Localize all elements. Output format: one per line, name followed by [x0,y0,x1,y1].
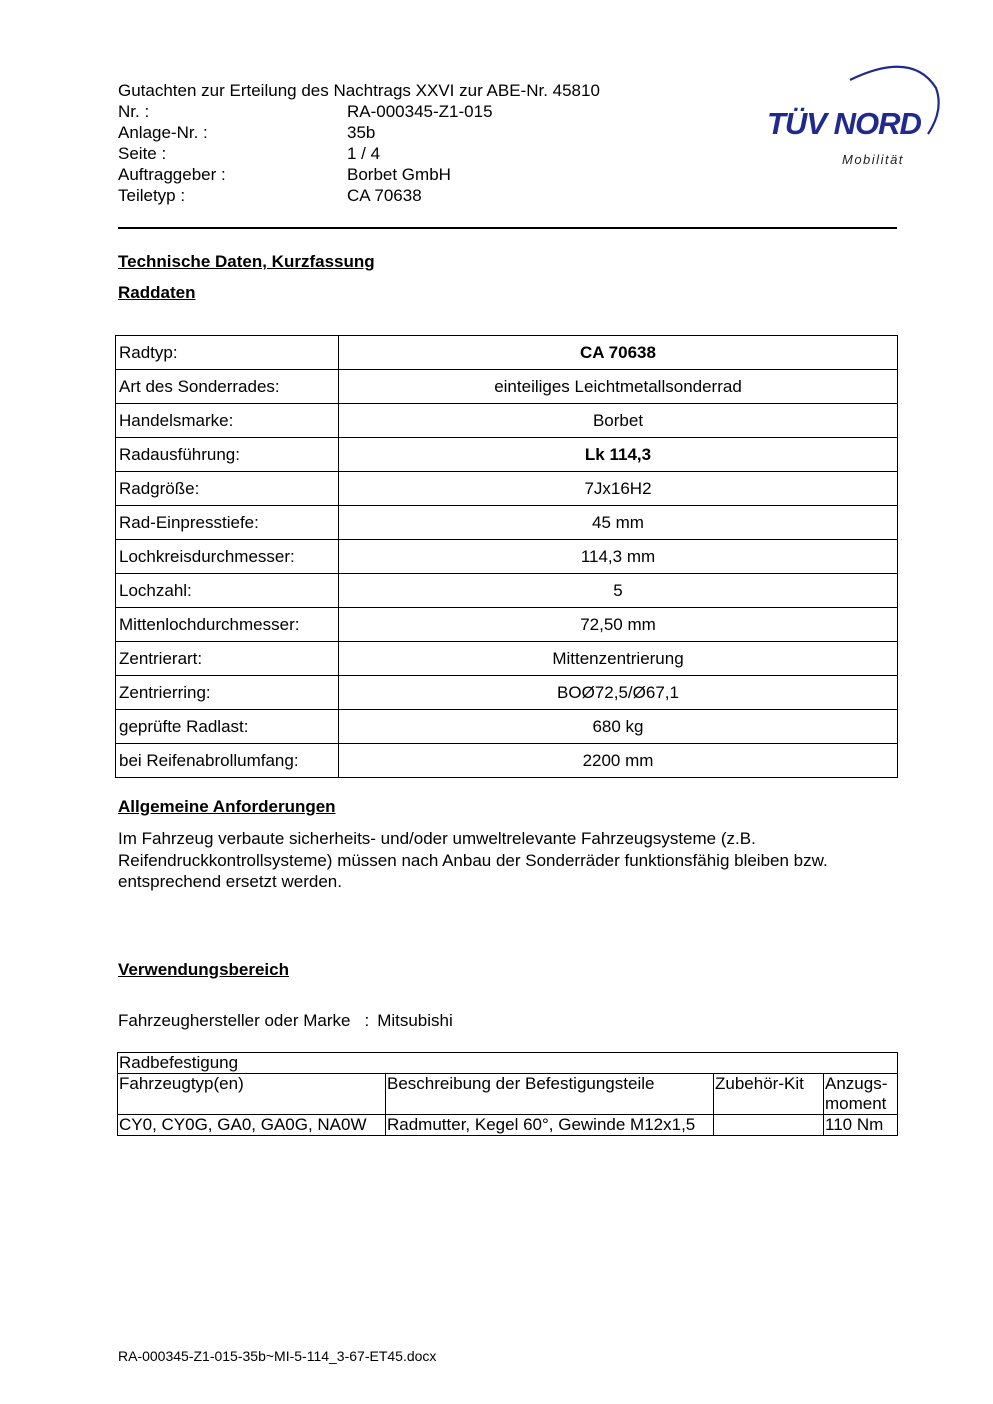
row-value: 72,50 mm [339,608,898,642]
row-value: CA 70638 [339,336,898,370]
table-row [116,676,898,710]
table-title-row [118,1053,898,1074]
column-header: Zubehör-Kit [714,1074,824,1115]
cell-fahrzeugtyp: CY0, CY0G, GA0, GA0G, NA0W [118,1115,386,1136]
header-label: Teiletyp : [118,186,186,205]
document-header [118,80,600,206]
header-row-anlage [118,122,600,143]
vehicle-make-line [118,1011,453,1031]
table-row [116,574,898,608]
row-label: geprüfte Radlast: [116,710,339,744]
section-heading-verwendung: Verwendungsbereich [118,960,289,979]
header-divider [118,227,897,229]
row-label: Mittenlochdurchmesser: [116,608,339,642]
table-row [116,404,898,438]
header-row-nr [118,101,600,122]
row-value: 2200 mm [339,744,898,778]
row-label: Radausführung: [116,438,339,472]
raddaten-table [115,335,898,778]
row-label: Lochkreisdurchmesser: [116,540,339,574]
table-row [116,744,898,778]
header-label: Seite : [118,144,167,163]
table-row [116,540,898,574]
cell-zubehoer [714,1115,824,1136]
row-label: Radgröße: [116,472,339,506]
header-label: Auftraggeber : [118,165,226,184]
row-label: Lochzahl: [116,574,339,608]
header-value: 35b [347,123,376,142]
row-label: Radtyp: [116,336,339,370]
footer-filename: RA-000345-Z1-015-35b~MI-5-114_3-67-ET45.docx [118,1348,437,1364]
table-row [118,1115,898,1136]
table-row [116,472,898,506]
make-separator: : [364,1011,370,1030]
column-header: Fahrzeugtyp(en) [118,1074,386,1115]
radbefestigung-table [117,1052,898,1136]
row-value: Borbet [339,404,898,438]
header-row-seite [118,143,600,164]
column-header: Anzugs-moment [824,1074,898,1115]
make-value: Mitsubishi [377,1011,453,1030]
row-value: 5 [339,574,898,608]
cell-beschreibung: Radmutter, Kegel 60°, Gewinde M12x1,5 [386,1115,714,1136]
table-header-row [118,1074,898,1115]
logo-brand: TÜV NORD [767,106,921,141]
cell-anzugsmoment: 110 Nm [824,1115,898,1136]
document-title: Gutachten zur Erteilung des Nachtrags XXVI zur ABE-Nr. 45810 [118,81,600,100]
header-value: Borbet GmbH [347,165,451,184]
row-value: einteiliges Leichtmetallsonderrad [339,370,898,404]
allgemeine-paragraph: Im Fahrzeug verbaute sicherheits- und/oder umweltrelevante Fahrzeugsysteme (z.B. Reifendruckkontrollsysteme) müssen nach Anbau der Sonderräder funktionsfähig bleiben bzw. entsprechend ersetzt werden. [118,829,828,891]
row-value: 114,3 mm [339,540,898,574]
row-label: Zentrierring: [116,676,339,710]
row-value: Mittenzentrierung [339,642,898,676]
header-value: CA 70638 [347,186,422,205]
row-label: bei Reifenabrollumfang: [116,744,339,778]
row-value: 45 mm [339,506,898,540]
header-row-auftraggeber [118,164,600,185]
tuev-nord-logo [762,58,942,170]
row-value: BOØ72,5/Ø67,1 [339,676,898,710]
make-label: Fahrzeughersteller oder Marke [118,1011,351,1030]
table-row [116,710,898,744]
row-label: Rad-Einpresstiefe: [116,506,339,540]
table-row [116,608,898,642]
table-row [116,642,898,676]
table-row [116,370,898,404]
section-heading-allgemeine: Allgemeine Anforderungen [118,797,336,816]
section-heading-technische-daten: Technische Daten, Kurzfassung [118,252,375,271]
row-value: 680 kg [339,710,898,744]
header-row-teiletyp [118,185,600,206]
table-title: Radbefestigung [118,1053,898,1074]
row-label: Art des Sonderrades: [116,370,339,404]
table-row [116,506,898,540]
header-value: 1 / 4 [347,144,381,163]
section-heading-raddaten: Raddaten [118,283,196,302]
header-label: Anlage-Nr. : [118,123,208,142]
table-row [116,438,898,472]
header-label: Nr. : [118,102,150,121]
row-label: Zentrierart: [116,642,339,676]
logo-subtitle: Mobilität [842,152,904,167]
header-value: RA-000345-Z1-015 [347,102,493,121]
row-label: Handelsmarke: [116,404,339,438]
row-value: Lk 114,3 [339,438,898,472]
table-row [116,336,898,370]
row-value: 7Jx16H2 [339,472,898,506]
column-header: Beschreibung der Befestigungsteile [386,1074,714,1115]
